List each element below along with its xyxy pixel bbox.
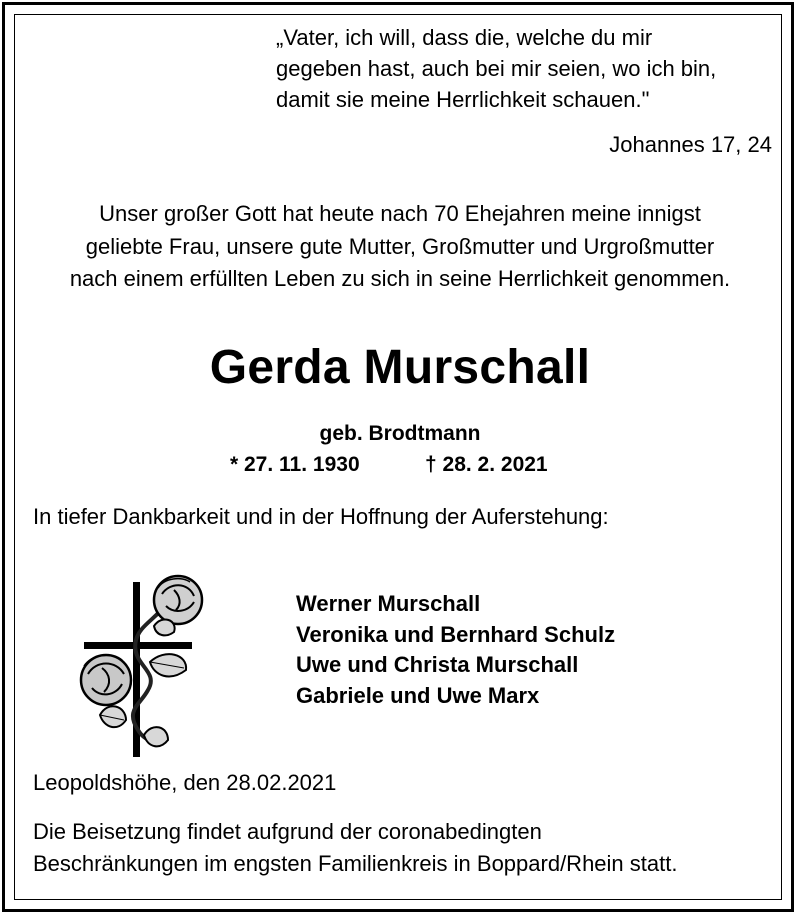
burial-notice [33,816,677,879]
mourner-name: Veronika und Bernhard Schulz [296,621,616,647]
quote-reference: Johannes 17, 24 [609,132,772,157]
mourners-list [296,589,615,711]
announcement-line: nach einem erfüllten Leben zu sich in seine Herrlichkeit genommen. [69,266,731,291]
announcement-text [0,198,800,296]
mourner-name: Werner Murschall [296,591,481,616]
birth-date: * 27. 11. 1930 [230,453,360,476]
death-date: † 28. 2. 2021 [425,453,548,476]
quote-line: damit sie meine Herrlichkeit schauen." [276,87,650,112]
cross-with-roses-icon [70,570,215,760]
gratitude-line: In tiefer Dankbarkeit und in der Hoffnung der Auferstehung: [33,504,609,529]
quote-line: gegeben hast, auch bei mir seien, wo ich bin, [276,56,717,81]
announcement-line: Unser großer Gott hat heute nach 70 Ehejahren meine innigst [99,201,701,226]
mourner-name: Gabriele und Uwe Marx [296,682,540,708]
notice-line: Beschränkungen im engsten Familienkreis in Boppard/Rhein statt. [33,850,678,876]
notice-line: Die Beisetzung findet aufgrund der coronabedingten [33,819,542,844]
maiden-name: geb. Brodtmann [319,422,481,445]
mourner-name: Uwe und Christa Murschall [296,652,579,677]
bible-quote [276,22,716,115]
quote-line: „Vater, ich will, dass die, welche du mir [276,25,653,50]
deceased-name: Gerda Murschall [209,341,591,394]
announcement-line: geliebte Frau, unsere gute Mutter, Großmutter und Urgroßmutter [85,233,715,259]
place-and-date: Leopoldshöhe, den 28.02.2021 [33,770,337,795]
